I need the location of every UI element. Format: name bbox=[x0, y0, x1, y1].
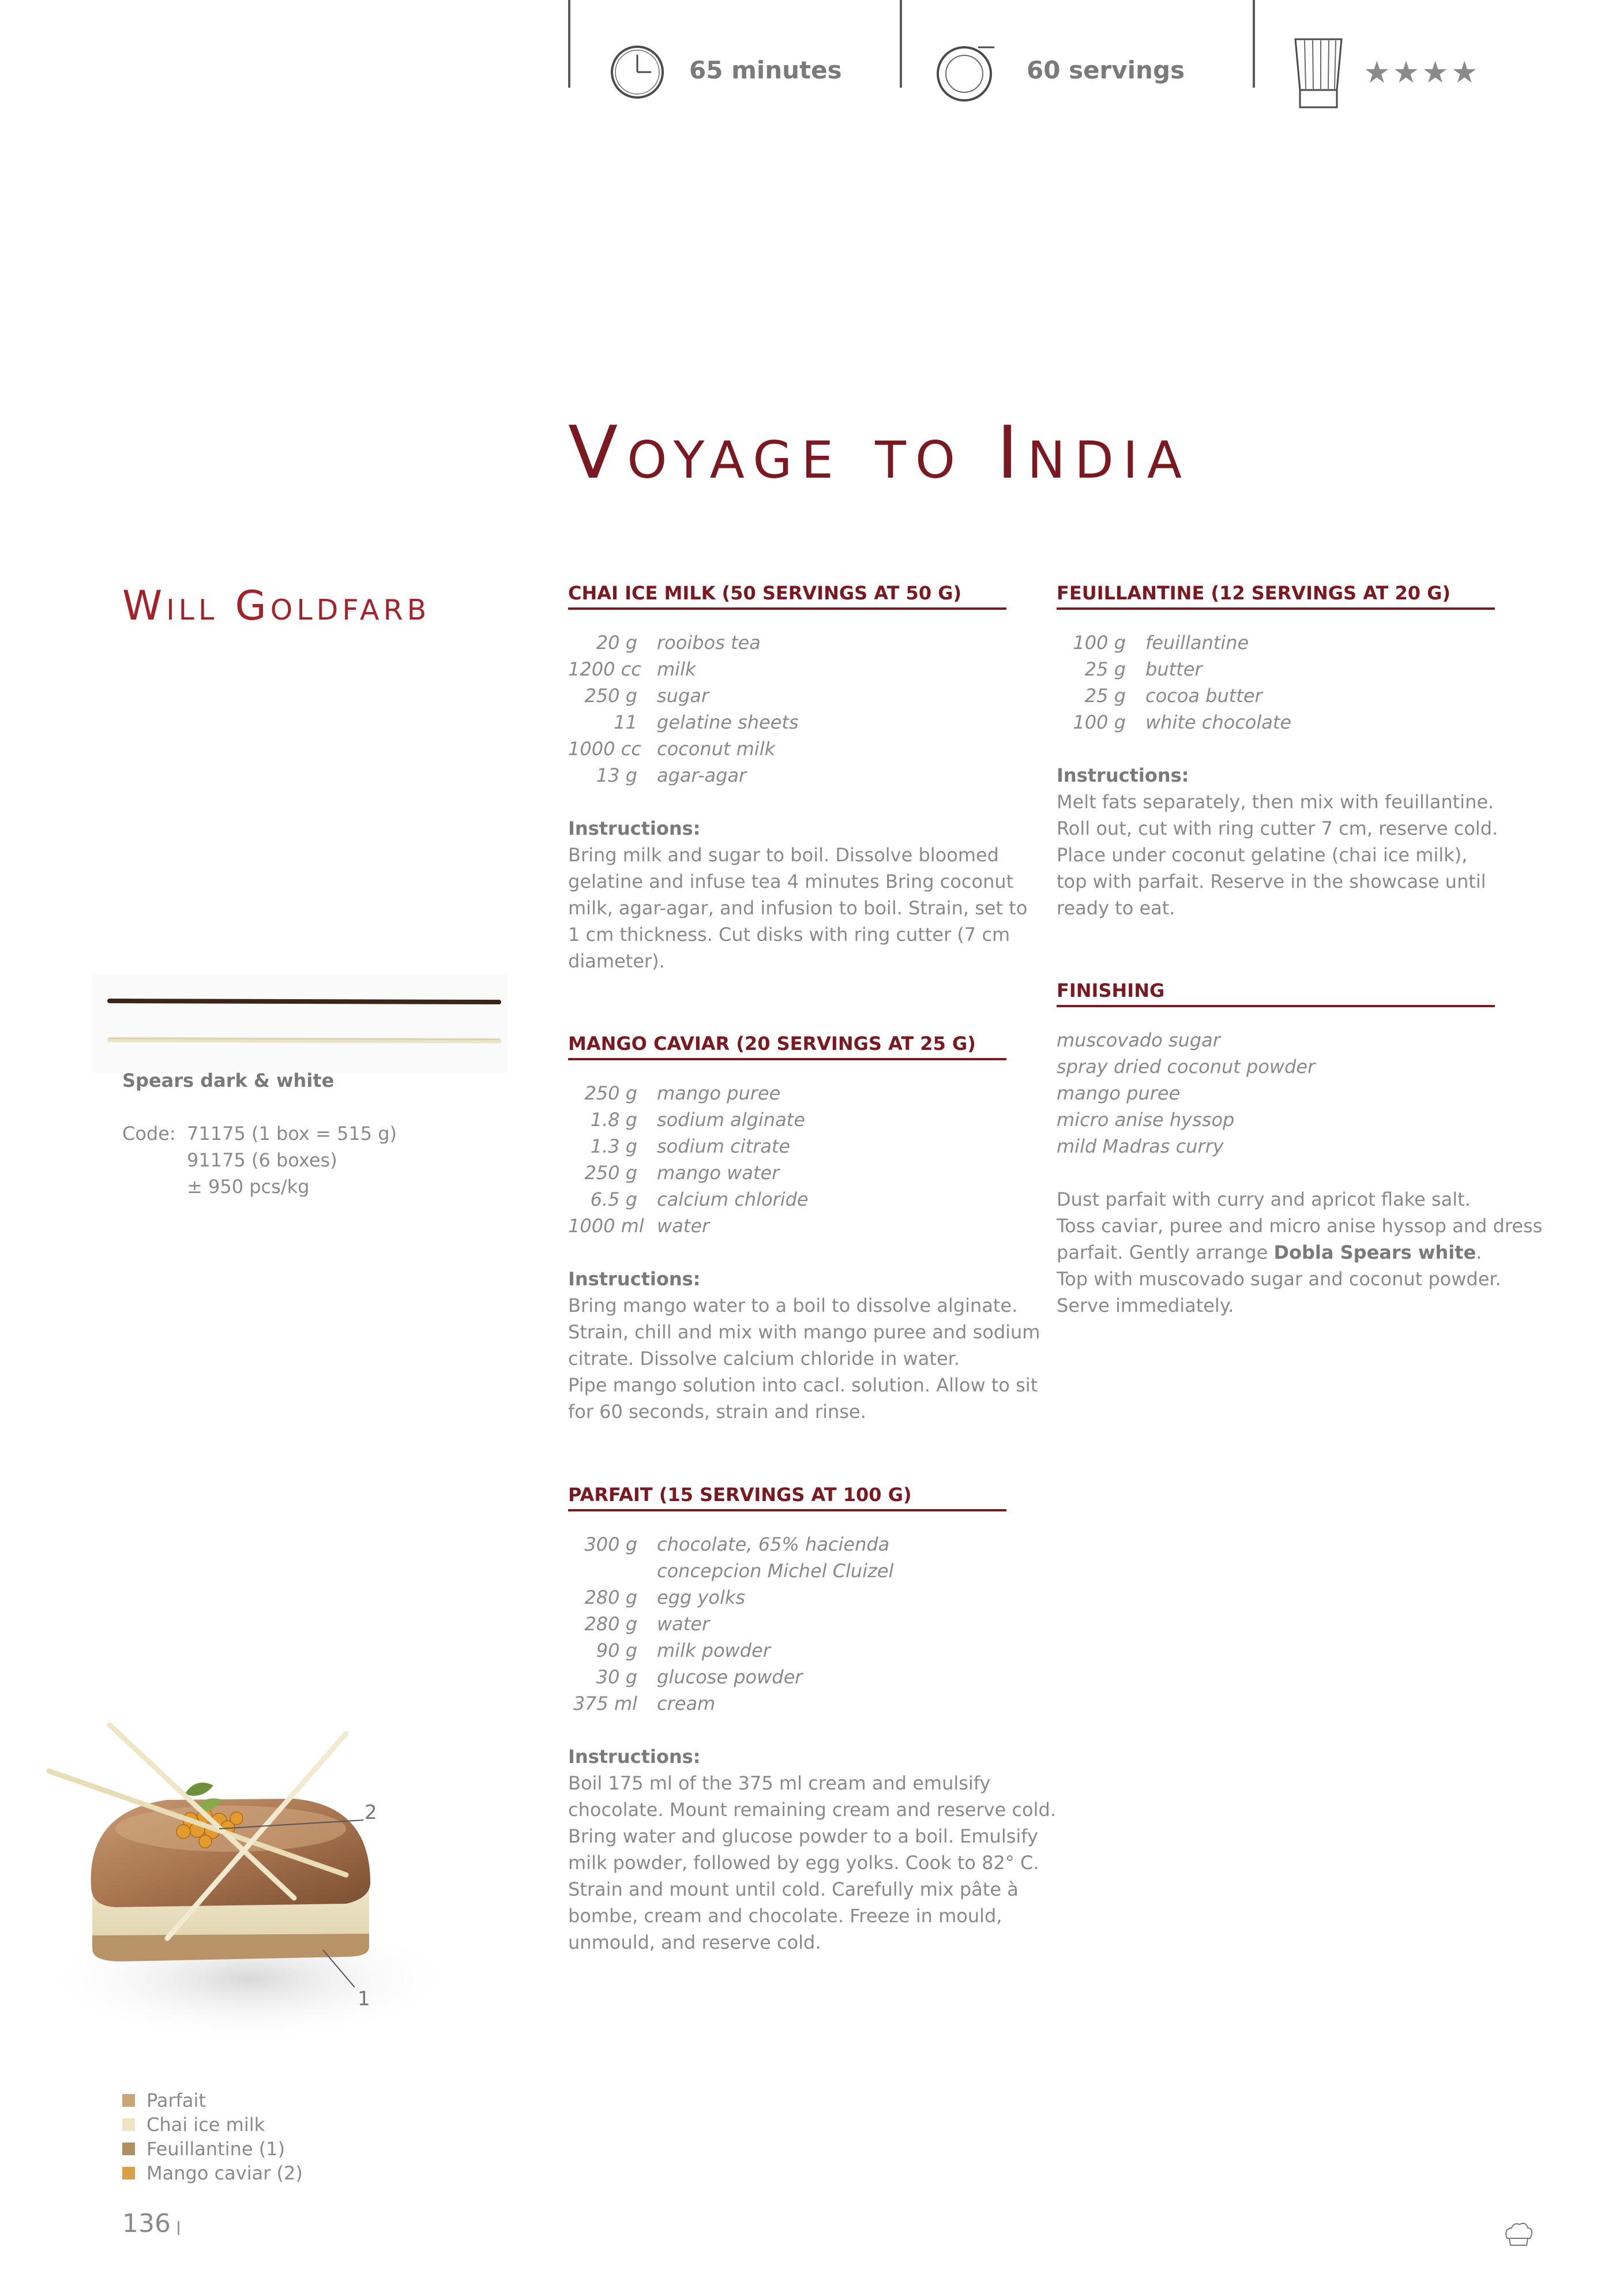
header-divider bbox=[1253, 0, 1255, 88]
code-line: ± 950 pcs/kg bbox=[187, 1176, 310, 1198]
ingredient-row: 1200 cc milk bbox=[568, 658, 696, 680]
ingredient-row: 6.5 g calcium chloride bbox=[590, 1188, 809, 1210]
section-heading: PARFAIT (15 SERVINGS AT 100 G) bbox=[568, 1480, 1006, 1511]
page-number: 136 bbox=[122, 2209, 171, 2238]
ingredient-row: 25 g butter bbox=[1084, 658, 1203, 680]
legend-item: Mango caviar (2) bbox=[122, 2161, 303, 2185]
ingredient-row: concepcion Michel Cluizel bbox=[657, 1560, 894, 1582]
chef-hat-icon bbox=[1292, 35, 1345, 112]
instruction-line: unmould, and reserve cold. bbox=[568, 1931, 821, 1953]
instructions-label: Instructions: bbox=[568, 817, 701, 839]
ingredient-row: 280 g water bbox=[584, 1613, 710, 1635]
instruction-line: chocolate. Mount remaining cream and reserve cold. bbox=[568, 1799, 1056, 1821]
product-label: Spears dark & white bbox=[122, 1070, 335, 1091]
instruction-line: Place under coconut gelatine (chai ice milk), bbox=[1057, 844, 1468, 866]
finishing-item: spray dried coconut powder bbox=[1057, 1056, 1316, 1078]
ingredient-list bbox=[1057, 629, 1495, 736]
section-heading: FINISHING bbox=[1057, 976, 1495, 1007]
author-name: Will Goldfarb bbox=[122, 582, 431, 629]
section-heading: CHAI ICE MILK (50 SERVINGS AT 50 G) bbox=[568, 579, 1006, 610]
legend-item: Feuillantine (1) bbox=[122, 2137, 303, 2161]
section-feuillantine bbox=[1057, 579, 1498, 921]
ingredient-row: 90 g milk powder bbox=[596, 1640, 771, 1661]
ingredient-row: 1000 cc coconut milk bbox=[568, 738, 776, 760]
ingredient-list bbox=[568, 629, 1006, 789]
instruction-line: diameter). bbox=[568, 950, 665, 972]
ingredient-row: 100 g feuillantine bbox=[1073, 632, 1249, 654]
section-finishing bbox=[1057, 976, 1543, 1319]
legend-swatch bbox=[122, 2167, 135, 2179]
instructions-label: Instructions: bbox=[568, 1746, 701, 1768]
instruction-line: ready to eat. bbox=[1057, 897, 1175, 919]
instruction-line: bombe, cream and chocolate. Freeze in mould, bbox=[568, 1905, 1002, 1927]
header-divider bbox=[900, 0, 902, 88]
plate-icon bbox=[934, 42, 998, 107]
finishing-instructions bbox=[1057, 1186, 1543, 1319]
spears-image bbox=[92, 975, 508, 1073]
finishing-item: muscovado sugar bbox=[1057, 1029, 1220, 1051]
ingredient-row: 30 g glucose powder bbox=[596, 1666, 803, 1688]
finishing-items bbox=[1057, 1027, 1495, 1160]
callout-label: 1 bbox=[358, 1987, 370, 2010]
instruction-line: 1 cm thickness. Cut disks with ring cutter (7 cm bbox=[568, 924, 1010, 946]
finishing-line: Toss caviar, puree and micro anise hyssop and dress bbox=[1057, 1215, 1543, 1237]
ingredient-row: 13 g agar-agar bbox=[596, 764, 747, 786]
section-heading: FEUILLANTINE (12 SERVINGS AT 20 G) bbox=[1057, 579, 1495, 610]
finishing-line: parfait. Gently arrange Dobla Spears white. bbox=[1057, 1241, 1482, 1263]
instruction-line: Bring mango water to a boil to dissolve alginate. bbox=[568, 1295, 1018, 1316]
prep-time: 65 minutes bbox=[689, 56, 842, 84]
ingredient-row: 250 g sugar bbox=[584, 685, 709, 707]
legend-item: Parfait bbox=[122, 2088, 303, 2113]
instruction-line: Strain and mount until cold. Carefully mix pâte à bbox=[568, 1878, 1019, 1900]
section-heading: MANGO CAVIAR (20 SERVINGS AT 25 G) bbox=[568, 1029, 1006, 1060]
finishing-item: micro anise hyssop bbox=[1057, 1109, 1235, 1131]
code-key: Code: bbox=[122, 1123, 176, 1145]
difficulty-stars: ★★★★ bbox=[1363, 55, 1481, 90]
ingredient-row: 1.8 g sodium alginate bbox=[590, 1109, 805, 1131]
code-line: 91175 (6 boxes) bbox=[187, 1149, 337, 1171]
product-code bbox=[122, 1120, 397, 1200]
ingredient-list bbox=[568, 1531, 1006, 1717]
finishing-line: Serve immediately. bbox=[1057, 1295, 1234, 1316]
instruction-line: Boil 175 ml of the 375 ml cream and emulsify bbox=[568, 1772, 991, 1794]
instruction-line: Pipe mango solution into cacl. solution. Allow to sit bbox=[568, 1374, 1038, 1396]
legend-swatch bbox=[122, 2143, 135, 2155]
finishing-item: mild Madras curry bbox=[1057, 1135, 1224, 1157]
instructions-label: Instructions: bbox=[1057, 764, 1189, 786]
section-parfait bbox=[568, 1480, 1056, 1956]
instruction-line: top with parfait. Reserve in the showcase until bbox=[1057, 871, 1486, 892]
legend-swatch bbox=[122, 2118, 135, 2131]
legend-swatch bbox=[122, 2094, 135, 2107]
code-line: 71175 (1 box = 515 g) bbox=[187, 1123, 397, 1145]
instruction-line: citrate. Dissolve calcium chloride in water. bbox=[568, 1348, 960, 1370]
instruction-line: Bring milk and sugar to boil. Dissolve bloomed bbox=[568, 844, 999, 866]
ingredient-row: 20 g rooibos tea bbox=[596, 632, 761, 654]
ingredient-row: 375 ml cream bbox=[573, 1693, 716, 1715]
page-divider bbox=[178, 2221, 179, 2235]
legend bbox=[122, 2088, 303, 2185]
dessert-photo bbox=[23, 1708, 479, 2065]
ingredient-row: 100 g white chocolate bbox=[1073, 711, 1292, 733]
ingredient-row: 250 g mango puree bbox=[584, 1082, 781, 1104]
finishing-line: Dust parfait with curry and apricot flake salt. bbox=[1057, 1188, 1471, 1210]
instruction-line: milk powder, followed by egg yolks. Cook to 82° C. bbox=[568, 1852, 1039, 1874]
instruction-line: for 60 seconds, strain and rinse. bbox=[568, 1401, 866, 1423]
product-name: Dobla Spears white bbox=[1273, 1241, 1476, 1263]
instructions-label: Instructions: bbox=[568, 1268, 701, 1290]
ingredient-row: 1.3 g sodium citrate bbox=[590, 1135, 791, 1157]
instruction-line: Strain, chill and mix with mango puree and sodium bbox=[568, 1321, 1040, 1343]
ingredient-row: 11 gelatine sheets bbox=[614, 711, 799, 733]
servings: 60 servings bbox=[1027, 56, 1185, 84]
instruction-line: Melt fats separately, then mix with feuillantine. bbox=[1057, 791, 1494, 813]
ingredient-row: 25 g cocoa butter bbox=[1084, 685, 1262, 707]
ingredient-row: 300 g chocolate, 65% hacienda bbox=[584, 1533, 890, 1555]
section-chai-ice-milk bbox=[568, 579, 1028, 974]
ingredient-row: 1000 ml water bbox=[568, 1215, 710, 1237]
legend-item: Chai ice milk bbox=[122, 2113, 303, 2137]
instruction-line: milk, agar-agar, and infusion to boil. Strain, set to bbox=[568, 897, 1028, 919]
ingredient-row: 280 g egg yolks bbox=[584, 1586, 746, 1608]
ingredient-list bbox=[568, 1080, 1006, 1239]
instruction-line: gelatine and infuse tea 4 minutes Bring coconut bbox=[568, 871, 1014, 892]
callout-label: 2 bbox=[365, 1801, 377, 1824]
clock-icon bbox=[608, 43, 666, 103]
section-mango-caviar bbox=[568, 1029, 1040, 1425]
finishing-line: Top with muscovado sugar and coconut powder. bbox=[1057, 1268, 1501, 1290]
recipe-title: Voyage to India bbox=[568, 410, 1192, 495]
header-divider bbox=[568, 0, 570, 88]
ingredient-row: 250 g mango water bbox=[584, 1162, 780, 1184]
chef-hat-icon bbox=[1502, 2221, 1535, 2251]
instruction-line: Roll out, cut with ring cutter 7 cm, reserve cold. bbox=[1057, 817, 1498, 839]
finishing-item: mango puree bbox=[1057, 1082, 1181, 1104]
instruction-line: Bring water and glucose powder to a boil. Emulsify bbox=[568, 1825, 1038, 1847]
